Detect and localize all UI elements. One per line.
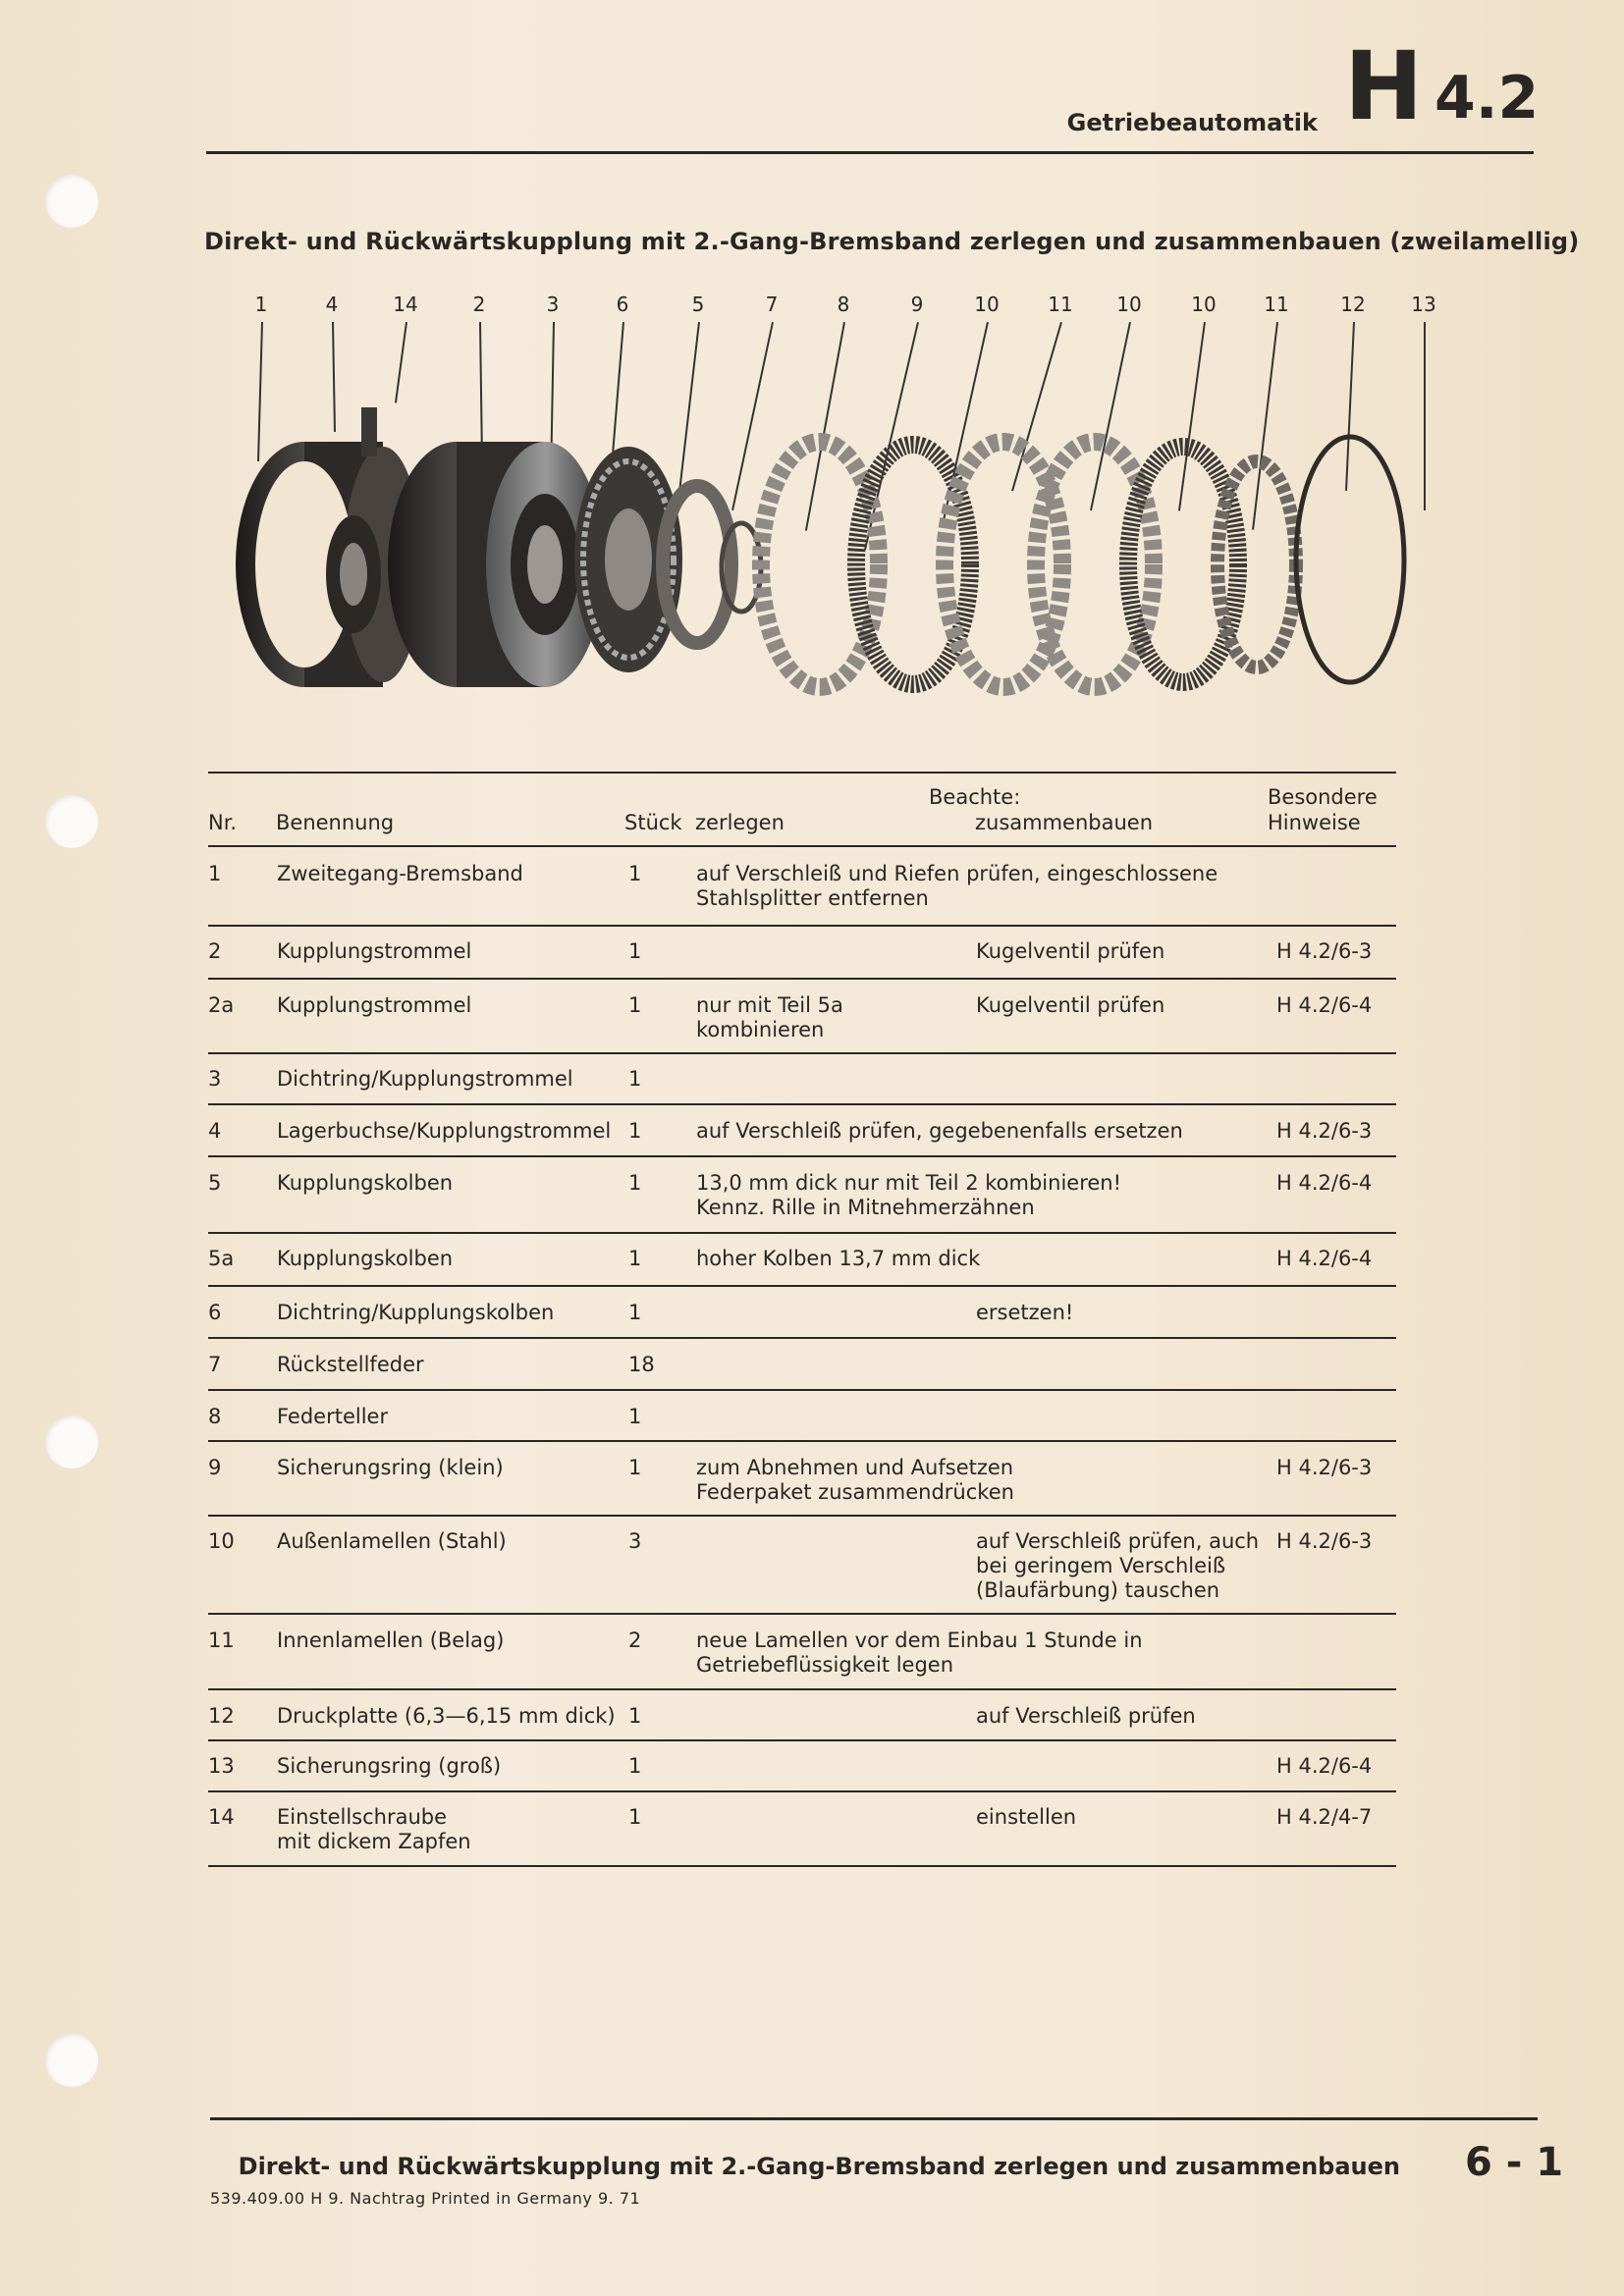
row-rule xyxy=(208,1285,1396,1287)
cell-nr: 3 xyxy=(208,1067,222,1091)
col-header-benennung: Benennung xyxy=(276,811,395,834)
footer-imprint: 539.409.00 H 9. Nachtrag Printed in Germany 9. 71 xyxy=(210,2189,641,2208)
cell-benennung: Rückstellfeder xyxy=(277,1353,424,1376)
cell-nr: 9 xyxy=(208,1456,222,1479)
row-rule xyxy=(208,1613,1396,1615)
cell-nr: 14 xyxy=(208,1805,235,1829)
cell-nr: 5 xyxy=(208,1171,222,1195)
cell-zerlegen: 13,0 mm dick nur mit Teil 2 kombinieren! Kennz. Rille in Mitnehmerzähnen xyxy=(696,1171,1122,1219)
cell-nr: 11 xyxy=(208,1629,235,1652)
col-header-zusammenbauen: zusammenbauen xyxy=(975,811,1154,834)
cell-stueck: 1 xyxy=(628,1704,642,1728)
cell-nr: 8 xyxy=(208,1405,222,1428)
cell-benennung: Sicherungsring (groß) xyxy=(277,1754,502,1778)
cell-stueck: 1 xyxy=(628,1247,642,1270)
cell-hinweise: H 4.2/6-3 xyxy=(1276,1456,1373,1479)
cell-benennung: Zweitegang-Bremsband xyxy=(277,862,523,885)
cell-nr: 4 xyxy=(208,1119,222,1143)
cell-hinweise: H 4.2/6-4 xyxy=(1276,993,1373,1017)
cell-benennung: Druckplatte (6,3—6,15 mm dick) xyxy=(277,1704,616,1728)
cell-zerlegen: hoher Kolben 13,7 mm dick xyxy=(696,1247,981,1270)
row-rule xyxy=(208,1389,1396,1391)
callout-number: 10 xyxy=(1116,293,1142,316)
row-rule xyxy=(208,1155,1396,1157)
cell-nr: 5a xyxy=(208,1247,235,1270)
callout-number: 11 xyxy=(1048,293,1073,316)
row-rule xyxy=(208,1688,1396,1690)
punch-hole xyxy=(45,2034,98,2087)
cell-stueck: 1 xyxy=(628,1119,642,1143)
cell-benennung: Einstellschraube mit dickem Zapfen xyxy=(277,1805,471,1853)
cell-hinweise: H 4.2/6-4 xyxy=(1276,1754,1373,1778)
cell-stueck: 1 xyxy=(628,1171,642,1195)
callout-number: 11 xyxy=(1264,293,1289,316)
cell-benennung: Sicherungsring (klein) xyxy=(277,1456,504,1479)
cell-stueck: 1 xyxy=(628,862,642,885)
cell-benennung: Innenlamellen (Belag) xyxy=(277,1629,505,1652)
cell-zusammenbauen: ersetzen! xyxy=(976,1301,1074,1324)
row-rule xyxy=(208,1515,1396,1517)
cell-benennung: Kupplungskolben xyxy=(277,1247,454,1270)
col-header-hinweise: Hinweise xyxy=(1268,811,1361,834)
cell-benennung: Federteller xyxy=(277,1405,389,1428)
col-header-zerlegen: zerlegen xyxy=(695,811,785,834)
cell-nr: 1 xyxy=(208,862,222,885)
row-rule xyxy=(208,1232,1396,1234)
cell-nr: 13 xyxy=(208,1754,235,1778)
callout-number: 6 xyxy=(616,293,629,316)
row-rule xyxy=(208,1052,1396,1054)
row-rule xyxy=(208,1739,1396,1741)
part-inner-plate xyxy=(1128,447,1238,682)
page-number: 6 - 1 xyxy=(1465,2140,1564,2185)
cell-hinweise: H 4.2/6-4 xyxy=(1276,1247,1373,1270)
row-rule xyxy=(208,1790,1396,1792)
cell-nr: 10 xyxy=(208,1529,235,1553)
cell-hinweise: H 4.2/6-3 xyxy=(1276,939,1373,963)
cell-benennung: Außenlamellen (Stahl) xyxy=(277,1529,507,1553)
cell-nr: 2a xyxy=(208,993,235,1017)
callout-number: 5 xyxy=(691,293,705,316)
cell-zusammenbauen: Kugelventil prüfen xyxy=(976,939,1165,963)
cell-stueck: 1 xyxy=(628,1405,642,1428)
punch-hole xyxy=(45,1415,98,1468)
row-rule xyxy=(208,1337,1396,1339)
cell-stueck: 1 xyxy=(628,1754,642,1778)
cell-hinweise: H 4.2/6-3 xyxy=(1276,1529,1373,1553)
page-title: Direkt- und Rückwärtskupplung mit 2.-Gang-Bremsband zerlegen und zusammenbauen (zweilamellig) xyxy=(204,228,1580,255)
cell-hinweise: H 4.2/6-3 xyxy=(1276,1119,1373,1143)
header-subtitle: Getriebeautomatik xyxy=(1066,109,1318,136)
callout-number: 1 xyxy=(254,293,268,316)
callout-number: 9 xyxy=(910,293,924,316)
col-header-stueck: Stück xyxy=(624,811,682,834)
cell-zusammenbauen: Kugelventil prüfen xyxy=(976,993,1165,1017)
callout-number: 10 xyxy=(1191,293,1217,316)
cell-zusammenbauen: einstellen xyxy=(976,1805,1077,1829)
cell-stueck: 1 xyxy=(628,1456,642,1479)
cell-zerlegen: auf Verschleiß und Riefen prüfen, eingeschlossene Stahlsplitter entfernen xyxy=(696,862,1218,910)
cell-stueck: 1 xyxy=(628,1301,642,1324)
cell-benennung: Kupplungstrommel xyxy=(277,993,472,1017)
callout-number: 14 xyxy=(393,293,418,316)
callout-number: 3 xyxy=(546,293,560,316)
cell-benennung: Dichtring/Kupplungskolben xyxy=(277,1301,555,1324)
cell-stueck: 2 xyxy=(628,1629,642,1652)
cell-stueck: 1 xyxy=(628,1805,642,1829)
part-adjusting-screw xyxy=(361,407,377,456)
footer-title: Direkt- und Rückwärtskupplung mit 2.-Gang-Bremsband zerlegen und zusammenbauen xyxy=(238,2153,1400,2180)
cell-benennung: Lagerbuchse/Kupplungstrommel xyxy=(277,1119,612,1143)
header-section-number: 4.2 xyxy=(1435,64,1540,133)
cell-zerlegen: auf Verschleiß prüfen, gegebenenfalls ersetzen xyxy=(696,1119,1183,1143)
exploded-view-illustration xyxy=(196,314,1512,726)
cell-stueck: 1 xyxy=(628,993,642,1017)
cell-nr: 2 xyxy=(208,939,222,963)
cell-zusammenbauen: auf Verschleiß prüfen xyxy=(976,1704,1196,1728)
callout-number: 7 xyxy=(765,293,779,316)
cell-benennung: Kupplungstrommel xyxy=(277,939,472,963)
callout-number: 12 xyxy=(1340,293,1366,316)
row-rule xyxy=(208,1103,1396,1105)
callout-number: 4 xyxy=(325,293,339,316)
cell-zerlegen: neue Lamellen vor dem Einbau 1 Stunde in Getriebeflüssigkeit legen xyxy=(696,1629,1143,1677)
part-large-circlip xyxy=(1296,437,1404,682)
cell-nr: 6 xyxy=(208,1301,222,1324)
cell-zerlegen: nur mit Teil 5a kombinieren xyxy=(696,993,843,1041)
punch-hole xyxy=(45,175,98,228)
col-header-beachte: Beachte: xyxy=(929,785,1021,809)
cell-nr: 12 xyxy=(208,1704,235,1728)
cell-stueck: 1 xyxy=(628,1067,642,1091)
punch-hole xyxy=(45,795,98,848)
cell-stueck: 1 xyxy=(628,939,642,963)
cell-hinweise: H 4.2/6-4 xyxy=(1276,1171,1373,1195)
cell-zerlegen: zum Abnehmen und Aufsetzen Federpaket zusammendrücken xyxy=(696,1456,1014,1504)
footer-rule xyxy=(210,2117,1538,2120)
row-rule xyxy=(208,1865,1396,1867)
col-header-nr: Nr. xyxy=(208,811,238,834)
cell-hinweise: H 4.2/4-7 xyxy=(1276,1805,1373,1829)
col-header-besondere: Besondere xyxy=(1268,785,1378,809)
table-top-rule xyxy=(208,772,1396,774)
callout-number: 8 xyxy=(837,293,850,316)
row-rule xyxy=(208,925,1396,927)
callout-number: 10 xyxy=(974,293,1000,316)
callout-number: 2 xyxy=(472,293,486,316)
row-rule xyxy=(208,1440,1396,1442)
cell-stueck: 3 xyxy=(628,1529,642,1553)
row-rule xyxy=(208,978,1396,980)
header-rule xyxy=(206,151,1534,154)
cell-benennung: Dichtring/Kupplungstrommel xyxy=(277,1067,573,1091)
cell-nr: 7 xyxy=(208,1353,222,1376)
part-clutch-drum xyxy=(388,442,604,687)
header-bottom-rule xyxy=(208,845,1396,847)
cell-zusammenbauen: auf Verschleiß prüfen, auch bei geringem Verschleiß (Blaufärbung) tauschen xyxy=(976,1529,1260,1602)
header-section-letter: H xyxy=(1344,31,1424,141)
cell-stueck: 18 xyxy=(628,1353,655,1376)
callout-number: 13 xyxy=(1411,293,1436,316)
cell-benennung: Kupplungskolben xyxy=(277,1171,454,1195)
